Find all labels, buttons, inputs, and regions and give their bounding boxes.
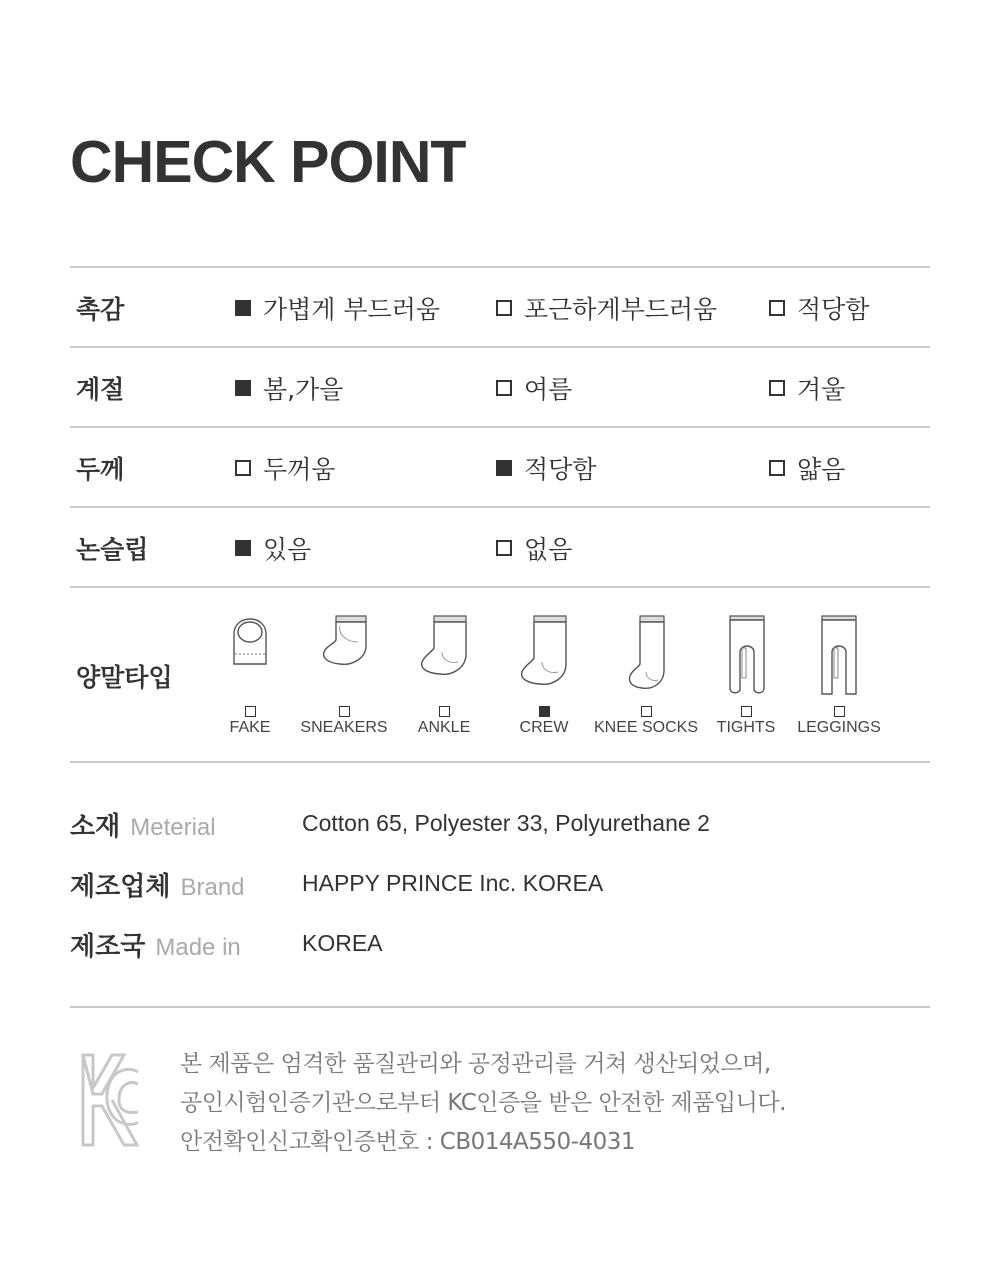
row-label-sock-type: 양말타입: [76, 663, 173, 692]
divider: [70, 266, 930, 268]
sock-type-label-fake: FAKE: [229, 719, 271, 736]
checkbox-unchecked: [769, 460, 785, 476]
checkbox-unchecked: [769, 380, 785, 396]
row-label-texture: 촉감: [76, 295, 125, 324]
kc-mark-icon: [80, 1052, 142, 1152]
row-label-thickness: 두께: [76, 455, 125, 484]
option-light-soft[interactable]: 가볍게 부드러움: [235, 290, 440, 326]
info-value-material: Cotton 65, Polyester 33, Polyurethane 2: [302, 810, 710, 836]
notice-line-1: 본 제품은 엄격한 품질관리와 공정관리를 거쳐 생산되었으며,: [180, 1051, 771, 1077]
knee-sock-icon: [626, 612, 670, 692]
info-label-made-in: 제조국 Made in: [70, 932, 241, 962]
row-label-season: 계절: [76, 375, 125, 404]
crew-sock-icon: [518, 612, 570, 688]
fake-sock-icon: [230, 612, 270, 668]
sock-type-label-ankle: ANKLE: [417, 719, 471, 736]
checkbox-unchecked: [496, 380, 512, 396]
sock-type-checkbox-knee-socks[interactable]: [641, 706, 652, 717]
leggings-icon: [818, 612, 860, 698]
option-thin[interactable]: 얇음: [769, 450, 845, 486]
sock-type-label-sneakers: SNEAKERS: [300, 719, 388, 736]
sock-type-checkbox-fake[interactable]: [245, 706, 256, 717]
page-title: CHECK POINT: [70, 129, 466, 195]
sock-type-label-knee-socks: KNEE SOCKS: [593, 719, 699, 736]
notice-line-2: 공인시험인증기관으로부터 KC인증을 받은 안전한 제품입니다.: [180, 1090, 786, 1116]
info-value-brand: HAPPY PRINCE Inc. KOREA: [302, 870, 604, 896]
option-thick[interactable]: 두꺼움: [235, 450, 335, 486]
divider: [70, 426, 930, 428]
checkbox-checked: [235, 300, 251, 316]
divider: [70, 506, 930, 508]
divider: [70, 346, 930, 348]
checkbox-checked: [235, 380, 251, 396]
info-label-material: 소재 Meterial: [70, 812, 216, 842]
checkbox-unchecked: [769, 300, 785, 316]
divider: [70, 1006, 930, 1008]
checkbox-unchecked: [235, 460, 251, 476]
option-moderate-thickness[interactable]: 적당함: [496, 450, 596, 486]
sock-type-checkbox-tights[interactable]: [741, 706, 752, 717]
ankle-sock-icon: [418, 612, 470, 678]
sock-type-label-leggings: LEGGINGS: [797, 719, 881, 736]
option-nonslip-yes[interactable]: 있음: [235, 530, 311, 566]
divider: [70, 586, 930, 588]
sock-type-checkbox-sneakers[interactable]: [339, 706, 350, 717]
checkbox-unchecked: [496, 300, 512, 316]
info-value-made-in: KOREA: [302, 930, 383, 956]
option-cozy-soft[interactable]: 포근하게부드러움: [496, 290, 717, 326]
option-nonslip-no[interactable]: 없음: [496, 530, 572, 566]
tights-icon: [726, 612, 768, 698]
option-spring-autumn[interactable]: 봄,가을: [235, 370, 343, 406]
sock-type-checkbox-ankle[interactable]: [439, 706, 450, 717]
notice-line-3: 안전확인신고확인증번호 : CB014A550-4031: [180, 1129, 635, 1155]
info-label-brand: 제조업체 Brand: [70, 872, 245, 902]
option-moderate-texture[interactable]: 적당함: [769, 290, 869, 326]
row-label-nonslip: 논슬립: [76, 535, 149, 564]
checkbox-unchecked: [496, 540, 512, 556]
checkbox-checked: [496, 460, 512, 476]
sock-type-checkbox-leggings[interactable]: [834, 706, 845, 717]
option-summer[interactable]: 여름: [496, 370, 572, 406]
sneakers-sock-icon: [320, 612, 370, 668]
sock-type-label-tights: TIGHTS: [716, 719, 776, 736]
divider: [70, 761, 930, 763]
sock-type-label-crew: CREW: [519, 719, 569, 736]
option-winter[interactable]: 겨울: [769, 370, 845, 406]
sock-type-checkbox-crew[interactable]: [539, 706, 550, 717]
checkbox-checked: [235, 540, 251, 556]
